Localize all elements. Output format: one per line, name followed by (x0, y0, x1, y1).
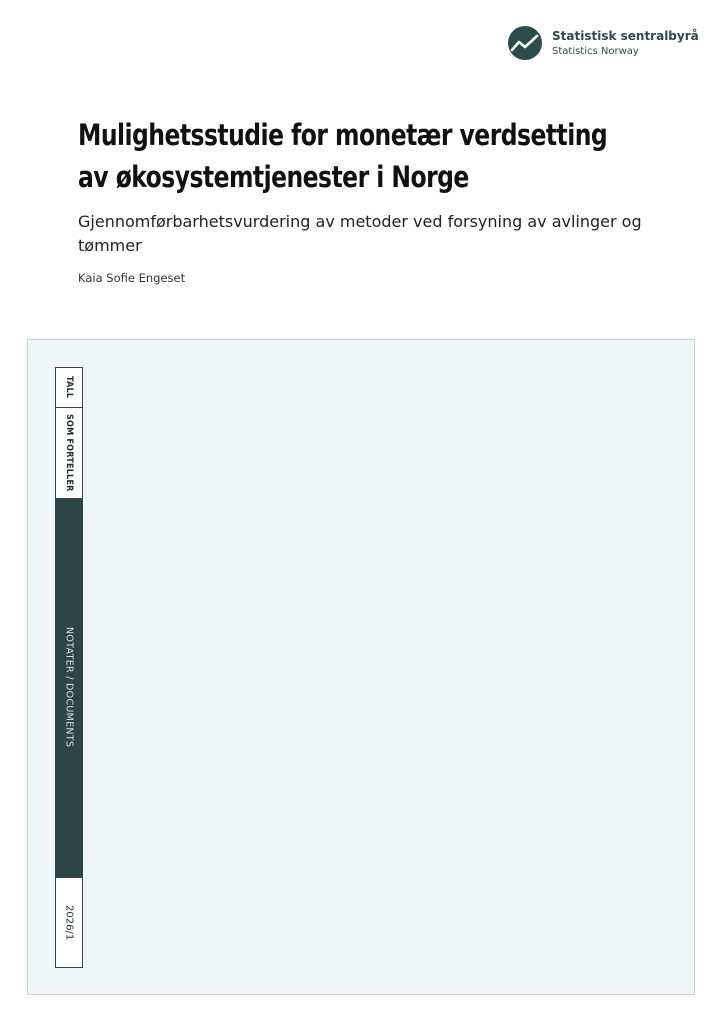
ssb-logo (507, 25, 699, 61)
spine-series-label: NOTATER / DOCUMENTS (63, 627, 75, 748)
spine-som-forteller-label: SOM FORTELLER (64, 414, 74, 492)
spine-issue-segment (56, 877, 82, 967)
document-subtitle: Gjennomførbarhetsvurdering av metoder ved forsyning av avlinger og tømmer (78, 212, 642, 255)
cover-panel (27, 339, 695, 995)
spine-tall-label: TALL (64, 376, 74, 399)
author-name: Kaia Sofie Engeset (78, 271, 186, 285)
series-spine (55, 367, 83, 968)
spine-som-forteller-segment (56, 408, 82, 498)
spine-series-segment (56, 498, 82, 877)
document-title: Mulighetsstudie for monetær verdsetting av økosystemtjenester i Norge (78, 118, 608, 194)
spine-tall-segment (56, 368, 82, 408)
spine-issue-label: 2026/1 (63, 904, 75, 941)
brand-name: Statistisk sentralbyrå (552, 28, 699, 43)
brand-subtitle: Statistics Norway (552, 45, 639, 57)
ssb-logo-icon (507, 25, 543, 61)
logo-text (552, 30, 699, 57)
